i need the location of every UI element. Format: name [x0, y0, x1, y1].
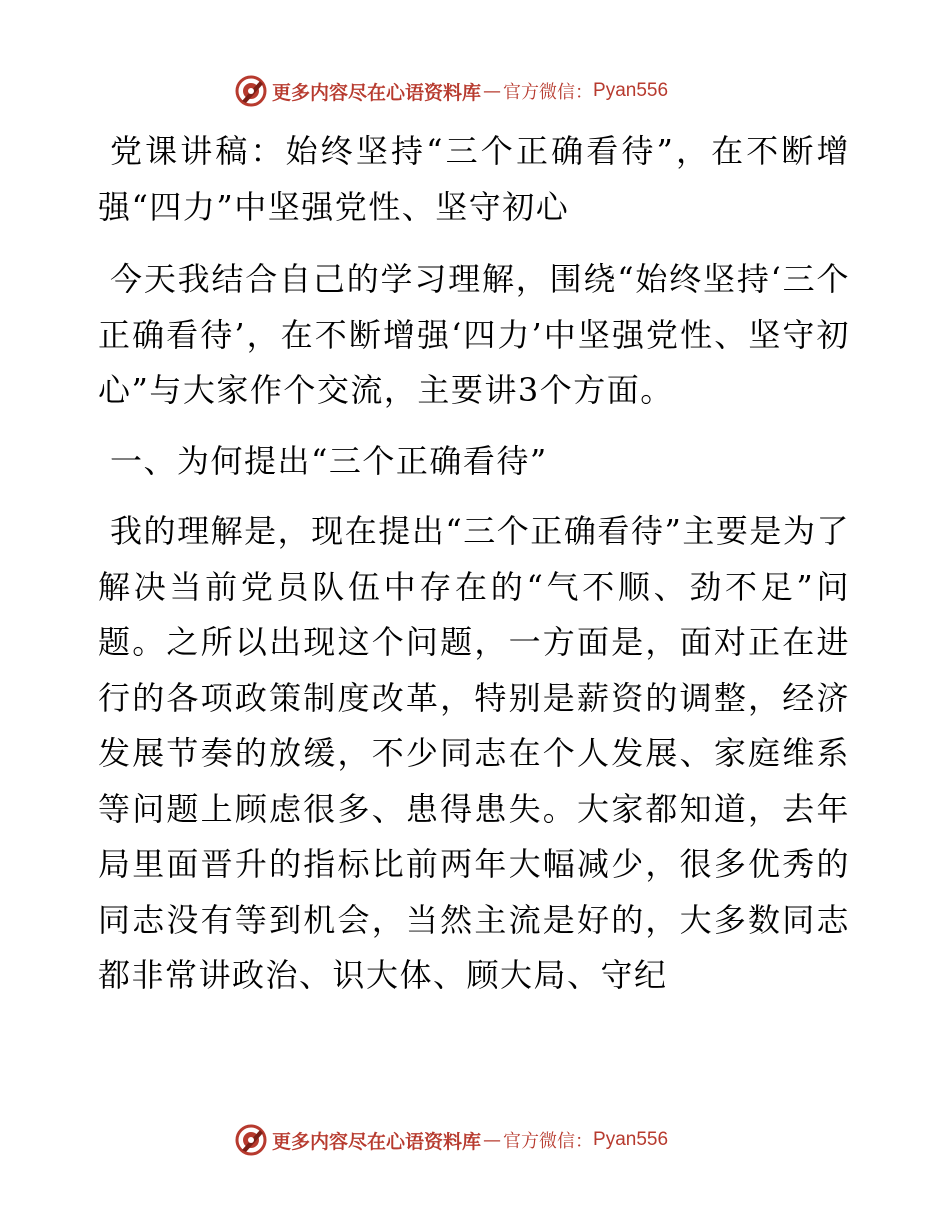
header-wechat-label: 官方微信：: [503, 82, 594, 103]
document-body: [98, 124, 850, 1004]
quill-logo-icon: [234, 74, 268, 108]
quill-logo-icon: [234, 1123, 268, 1157]
section-heading: 一、为何提出“三个正确看待”: [110, 441, 548, 480]
header-brand-text: 更多内容尽在心语资料库: [272, 81, 482, 104]
footer-wechat-label: 官方微信：: [503, 1131, 594, 1152]
header-separator: —: [483, 80, 502, 102]
footer-banner[interactable]: [234, 1122, 668, 1158]
header-banner[interactable]: [234, 73, 668, 109]
intro-paragraph: 今天我结合自己的学习理解，围绕“始终坚持‘三个正确看待’，在不断增强‘四力’中坚强党性、坚守初心”与大家作个交流，主要讲3个方面。: [98, 260, 850, 409]
footer-separator: —: [483, 1129, 502, 1151]
body-paragraph: 我的理解是，现在提出“三个正确看待”主要是为了解决当前党员队伍中存在的“气不顺、劲不足”问题。之所以出现这个问题，一方面是，面对正在进行的各项政策制度改革，特别是薪资的调整，经济发展节奏的放缓，不少同志在个人发展、家庭维系等问题上顾虑很多、患得患失。大家都知道，去年局里面晋升的指标比前两年大幅减少，很多优秀的同志没有等到机会，当然主流是好的，大多数同志都非常讲政治、识大体、顾大局、守纪: [98, 512, 850, 994]
header-wechat-id: Pyan556: [593, 80, 669, 101]
document-title: 党课讲稿：始终坚持“三个正确看待”，在不断增强“四力”中坚强党性、坚守初心: [98, 132, 850, 226]
footer-brand-text: 更多内容尽在心语资料库: [272, 1130, 482, 1153]
footer-wechat-id: Pyan556: [593, 1129, 669, 1150]
